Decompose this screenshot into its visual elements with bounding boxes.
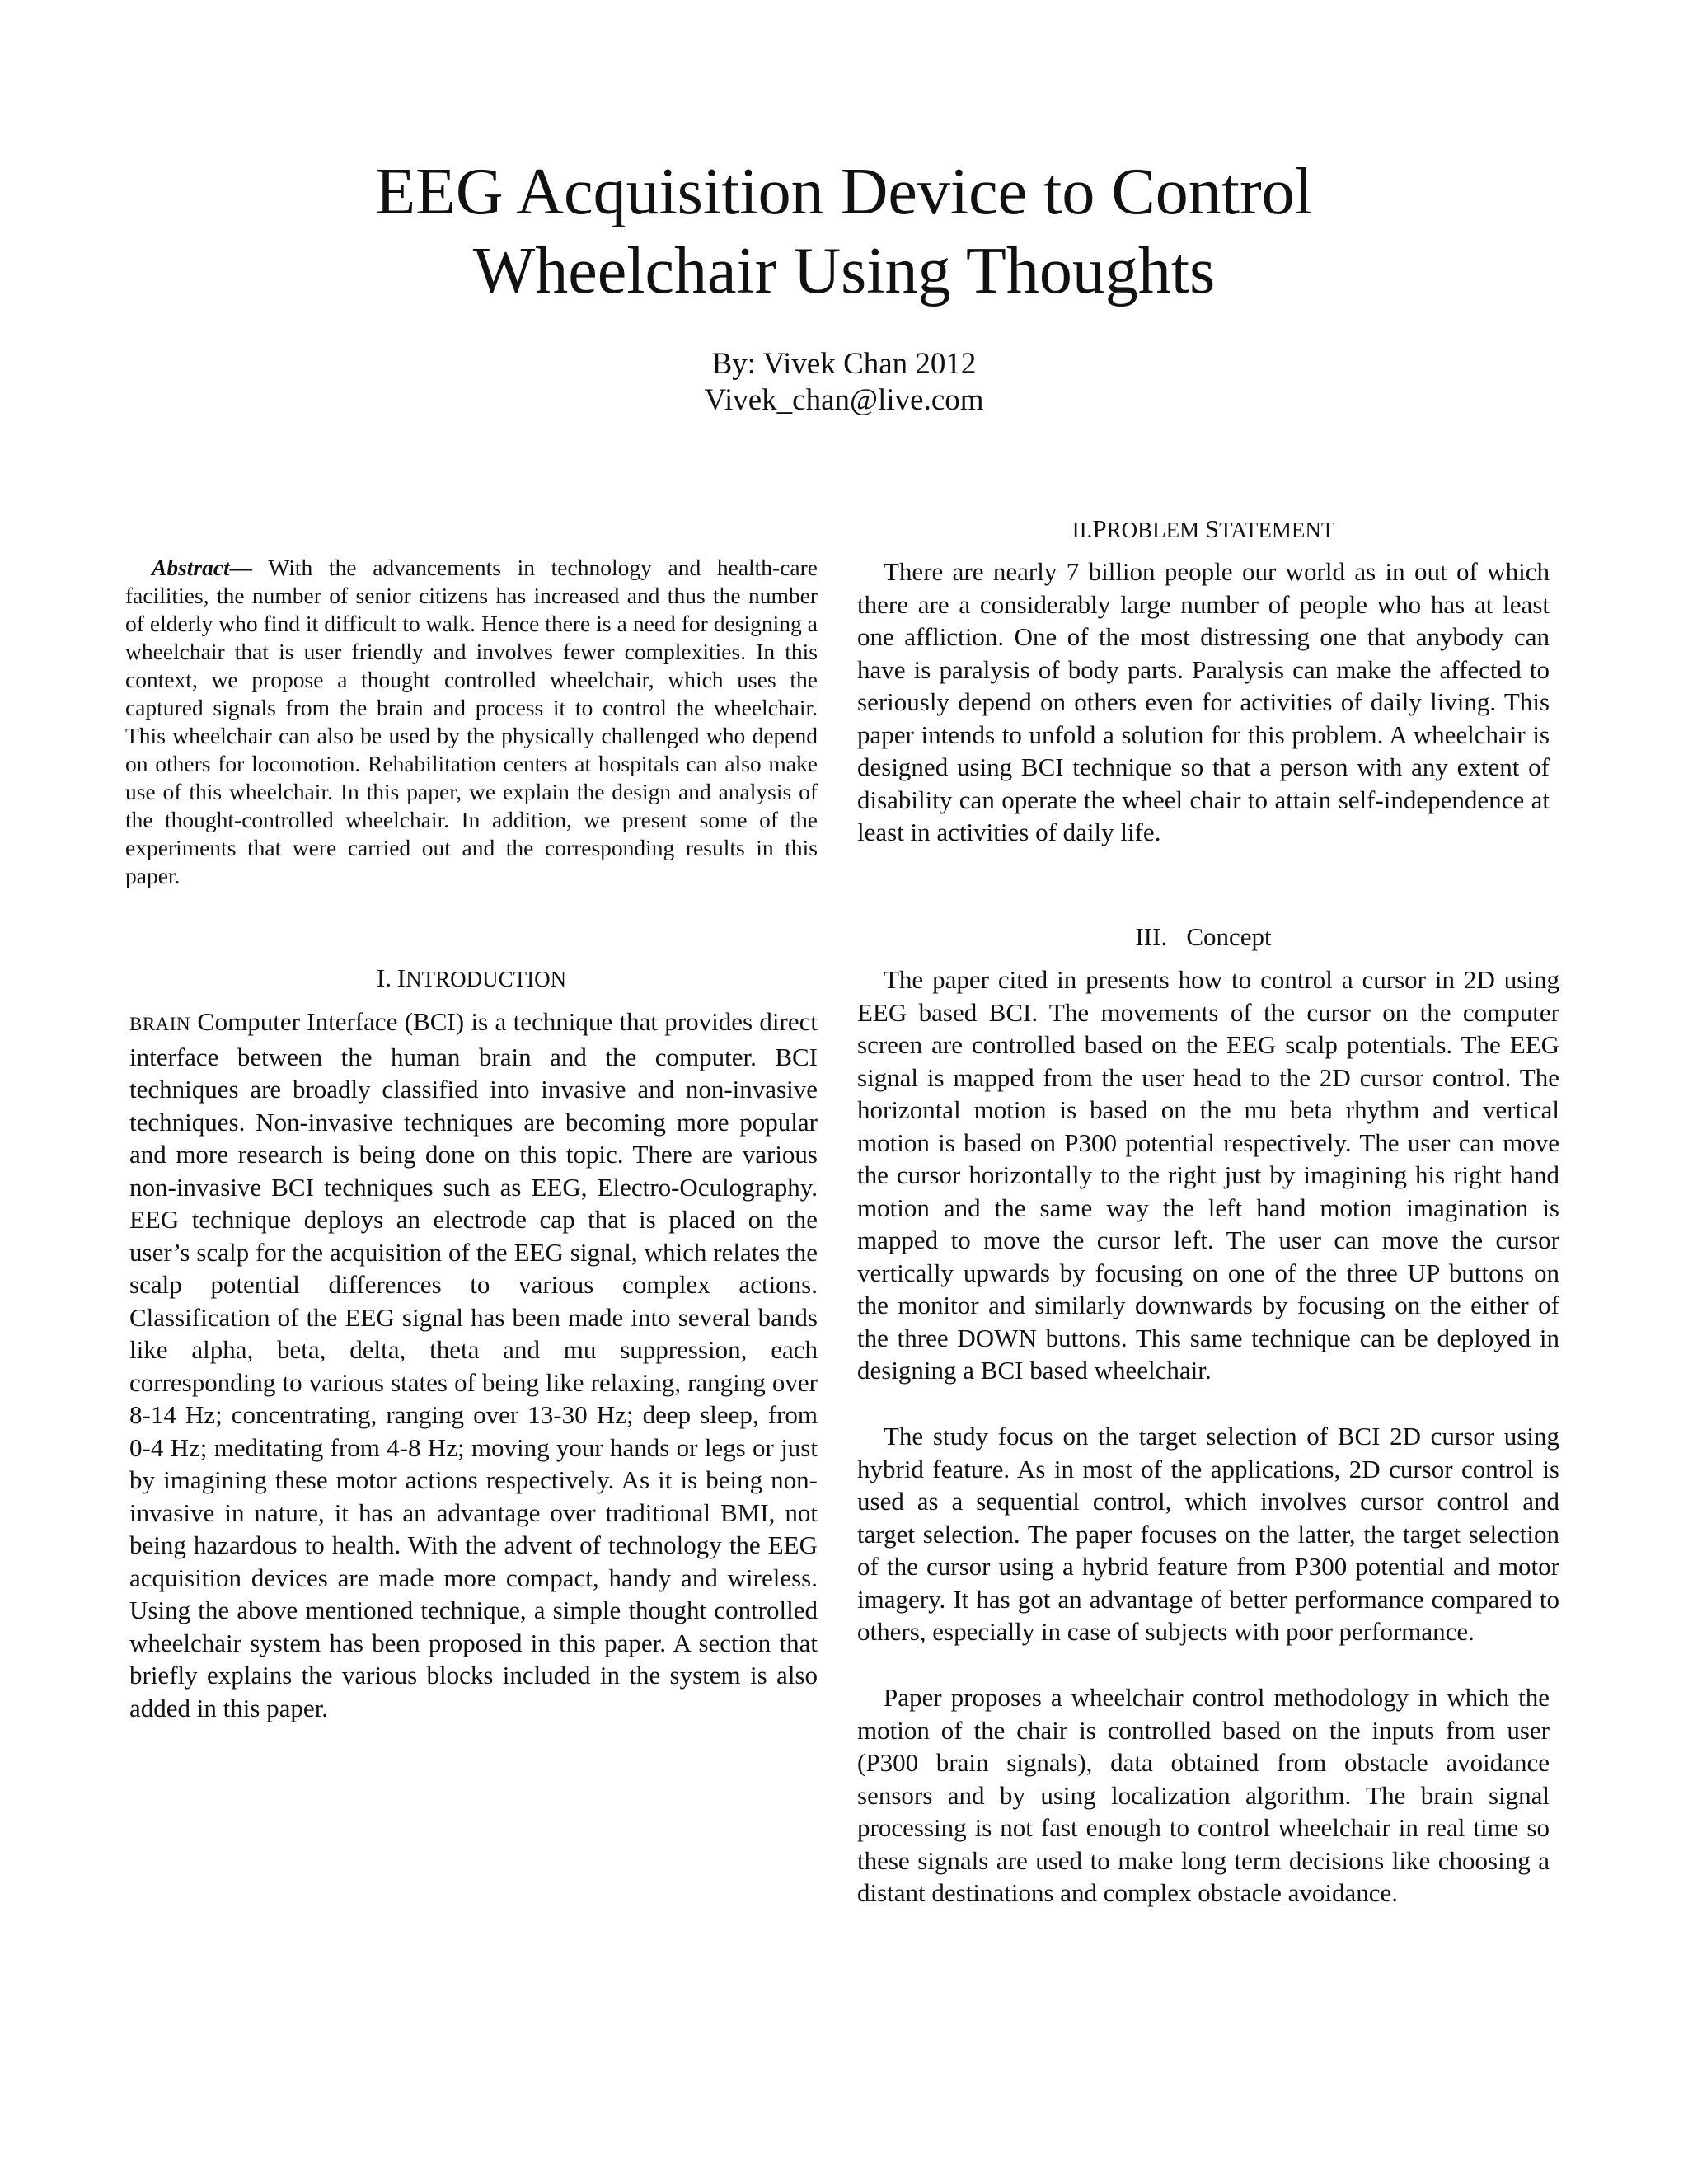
intro-body: omputer Interface (BCI) is a technique that provides direct interface between the human brain and the computer. BCI techniques are broadly classified into invasive and non-invasive techniques. Non-invasive techniques are becoming more popular and more research is being done on this topic. There are various non-invasive BCI techniques such as EEG, Electro-Oculography. EEG technique deploys an electrode cap that is placed on the user’s scalp for the acquisition of the EEG signal, which relates the scalp potential differences to various complex actions. Classification of the EEG signal has been made into several bands like alpha, beta, delta, theta and mu suppression, each corresponding to various states of being like relaxing, ranging over 8-14 Hz; concentrating, ranging over 13-30 Hz; deep sleep, from 0-4 Hz; meditating from 4-8 Hz; moving your hands or legs or just by imagining these motor actions respectively. As it is being non-invasive in nature, it has an advantage over traditional BMI, not being hazardous to health. With the advent of technology the EEG acquisition devices are made more compact, handy and wireless. Using the above mentioned technique, a simple thought controlled wheelchair system has been proposed in this paper. A section that briefly explains the various blocks included in the system is also added in this paper. bbox=[129, 1007, 818, 1722]
abstract-text: With the advancements in technology and health-care facilities, the number of senior citizens has increased and thus the number of elderly who find it difficult to walk. Hence there is a need for designing a wheelchair that is user friendly and involves fewer complexities. In this context, we propose a thought controlled wheelchair, which uses the captured signals from the brain and process it to control the wheelchair. This wheelchair can also be used by the physically challenged who depend on others for locomotion. Rehabilitation centers at hospitals can also make use of this wheelchair. In this paper, we explain the design and analysis of the thought-controlled wheelchair. In addition, we present some of the experiments that were carried out and the corresponding results in this paper. bbox=[125, 555, 818, 888]
section-title: Concept bbox=[1186, 922, 1272, 951]
title-line-1: EEG Acquisition Device to Control bbox=[375, 156, 1313, 228]
introduction-text bbox=[129, 1005, 818, 1724]
title-line-2: Wheelchair Using Thoughts bbox=[472, 235, 1216, 307]
section-title-roblem: ROBLEM bbox=[1106, 518, 1200, 542]
concept-paragraph-3: Paper proposes a wheelchair control methodology in which the motion of the chair is controlled based on the inputs from user (P300 brain signals), data obtained from obstacle avoidance sensors and by using localization algorithm. The brain signal processing is not fast enough to control wheelchair in real time so these signals are used to make long term decisions like choosing a distant destinations and complex obstacle avoidance. bbox=[857, 1683, 1550, 1907]
concept-paragraph-1: The paper cited in presents how to control a cursor in 2D using EEG based BCI. The movements of the cursor on the computer screen are controlled based on the EEG scalp potentials. The EEG signal is mapped from the user head to the 2D cursor control. The horizontal motion is based on the mu beta rhythm and vertical motion is based on P300 potential respectively. The user can move the cursor horizontally to the right just by imagining his right hand motion and the same way the left hand motion imagination is mapped to move the cursor left. The user can move the cursor vertically upwards by focusing on one of the three UP buttons on the monitor and similarly downwards by focusing on the either of the three DOWN buttons. This same technique can be deployed in designing a BCI based wheelchair. bbox=[857, 965, 1559, 1385]
author-email: Vivek_chan@live.com bbox=[704, 383, 984, 417]
problem-statement-text: There are nearly 7 billion people our world as in out of which there are a considerably large number of people who has at least one affliction. One of the most distressing one that anybody can have is paralysis of body parts. Paralysis can make the affected to seriously depend on others even for activities of daily living. This paper intends to unfold a solution for this problem. A wheelchair is designed using BCI technique so that a person with any extent of disability can operate the wheel chair to attain self-independence at least in activities of daily life. bbox=[857, 557, 1550, 846]
author-block bbox=[0, 346, 1688, 419]
abstract-label: Abstract— bbox=[152, 555, 253, 580]
paper-title bbox=[0, 152, 1688, 311]
section-title-s: S bbox=[1204, 514, 1220, 543]
byline: By: Vivek Chan 2012 bbox=[711, 347, 977, 381]
section-heading-introduction bbox=[125, 964, 818, 993]
section-title-initial: I bbox=[396, 963, 406, 992]
section-number: III. bbox=[1135, 922, 1168, 951]
intro-lead-c: C bbox=[197, 1007, 215, 1036]
intro-lead-smallcap: BRAIN bbox=[129, 1014, 191, 1034]
abstract bbox=[125, 554, 818, 890]
section-title-tatement: TATEMENT bbox=[1219, 518, 1335, 542]
section-number: I. bbox=[376, 963, 392, 992]
section-heading-concept bbox=[857, 923, 1550, 951]
section-number: II. bbox=[1071, 518, 1093, 542]
concept-paragraph-2: The study focus on the target selection of BCI 2D cursor using hybrid feature. As in most of the applications, 2D cursor control is used as a sequential control, which involves cursor control and target selection. The paper focuses on the latter, the target selection of the cursor using a hybrid feature from P300 potential and motor imagery. It has got an advantage of better performance compared to others, especially in case of subjects with poor performance. bbox=[857, 1422, 1559, 1646]
section-heading-problem-statement bbox=[857, 515, 1550, 544]
section-title-p: P bbox=[1092, 514, 1107, 543]
section-title-rest: NTRODUCTION bbox=[406, 967, 567, 991]
